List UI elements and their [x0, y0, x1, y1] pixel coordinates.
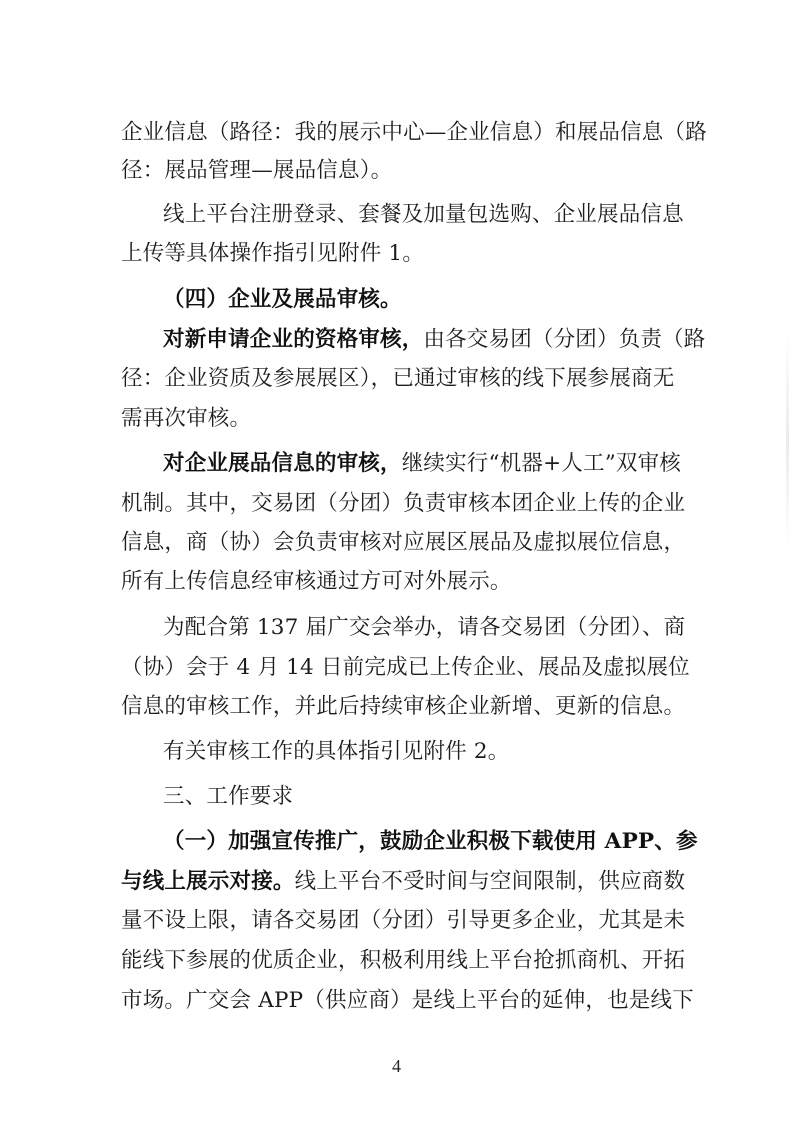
bold-text-span: （一）加强宣传推广，鼓励企业积极下载使用 APP、参 — [163, 829, 698, 854]
text-span: 线上平台不受时间与空间限制，供应商数 — [294, 869, 686, 894]
section-heading — [0, 782, 793, 812]
text-line — [0, 653, 793, 683]
text-line — [0, 986, 793, 1016]
text-line — [0, 528, 793, 558]
bold-text-span: 对新申请企业的资格审核， — [163, 327, 424, 352]
bold-text-span: 与线上展示对接。 — [121, 869, 295, 894]
text-span: 上传等具体操作指引见附件 1。 — [121, 241, 425, 266]
text-span: 径：企业资质及参展展区），已通过审核的线下展参展商无 — [121, 366, 675, 391]
text-line — [0, 613, 793, 643]
text-span: 为配合第 137 届广交会举办，请各交易团（分团）、商 — [163, 615, 686, 640]
section-heading — [0, 285, 793, 315]
text-span: 市场。广交会 APP（供应商）是线上平台的延伸，也是线下 — [121, 988, 694, 1013]
text-span: 三、工作要求 — [163, 784, 294, 809]
text-span: 信息，商（协）会负责审核对应展区展品及虚拟展位信息， — [121, 530, 686, 555]
text-line — [0, 325, 793, 355]
bold-text-span: 对企业展品信息的审核， — [163, 451, 402, 476]
text-line — [0, 737, 793, 767]
page-number: 4 — [392, 1056, 401, 1076]
text-line — [0, 906, 793, 936]
text-span: 有关审核工作的具体指引见附件 2。 — [163, 739, 510, 764]
bold-text-span: （四）企业及展品审核。 — [163, 287, 402, 312]
text-span: 机制。其中，交易团（分团）负责审核本团企业上传的企业 — [121, 491, 686, 516]
text-line — [0, 239, 793, 269]
text-line — [0, 449, 793, 479]
text-line — [0, 867, 793, 897]
scan-edge-shadow — [786, 330, 789, 550]
text-span: （协）会于 4 月 14 日前完成已上传企业、展品及虚拟展位 — [121, 655, 690, 680]
text-line — [0, 200, 793, 230]
text-line — [0, 946, 793, 976]
text-line — [0, 489, 793, 519]
text-line — [0, 567, 793, 597]
text-line — [0, 156, 793, 186]
text-line — [0, 364, 793, 394]
text-line — [0, 404, 793, 434]
text-span: 信息的审核工作，并此后持续审核企业新增、更新的信息。 — [121, 694, 686, 719]
text-span: 径：展品管理—展品信息）。 — [121, 158, 393, 183]
text-span: 线上平台注册登录、套餐及加量包选购、企业展品信息 — [163, 202, 684, 227]
text-span: 能线下参展的优质企业，积极利用线上平台抢抓商机、开拓 — [121, 948, 686, 973]
text-line — [0, 118, 793, 148]
text-span: 量不设上限，请各交易团（分团）引导更多企业，尤其是未 — [121, 908, 686, 933]
text-span: 继续实行“机器+人工”双审核 — [401, 451, 682, 476]
text-span: 由各交易团（分团）负责（路 — [423, 327, 706, 352]
text-span: 需再次审核。 — [121, 406, 252, 431]
text-line — [0, 692, 793, 722]
section-heading — [0, 827, 793, 857]
text-span: 所有上传信息经审核通过方可对外展示。 — [121, 569, 512, 594]
text-span: 企业信息（路径：我的展示中心—企业信息）和展品信息（路 — [121, 120, 707, 145]
